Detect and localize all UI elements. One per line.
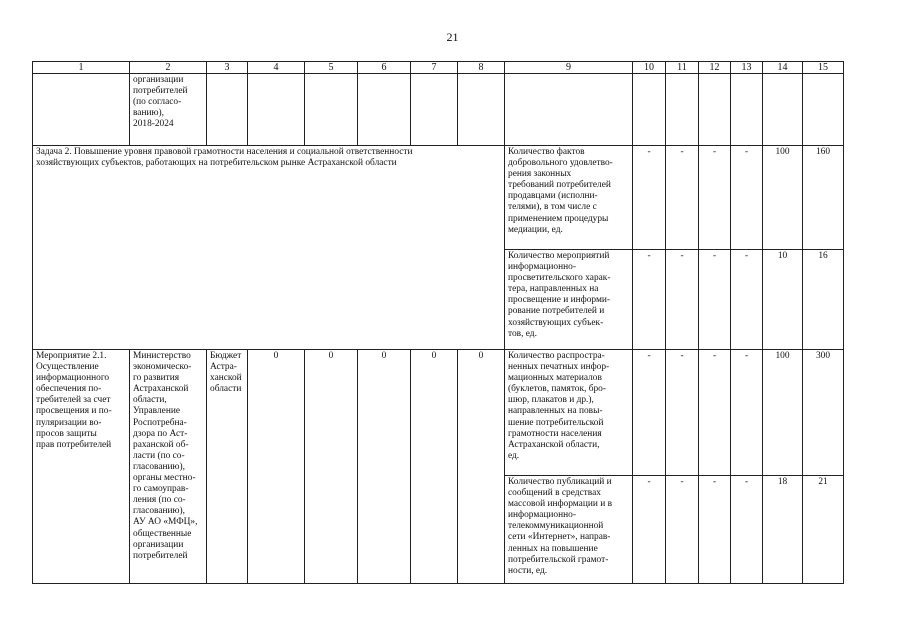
table-cell <box>803 74 844 146</box>
table-cell <box>358 74 411 146</box>
table-cell <box>207 74 248 146</box>
indicator-text: Количество мероприятий информационно- просветительского харак- тера, направленных на просвещение и информи- рование потребителей и хозяйствующих субъек- тов, ед. <box>505 250 633 350</box>
indicator-value: 100 <box>763 146 803 250</box>
table-cell <box>763 74 803 146</box>
indicator-value: - <box>699 250 731 350</box>
table-cell <box>458 74 505 146</box>
indicator-value: 21 <box>803 476 844 584</box>
measure-title: Мероприятие 2.1. Осуществление информационного обеспечения по- требителей за счет просвещения и по- пуляризации во- просов защиты прав потребителей <box>33 350 130 584</box>
task2-title: Задача 2. Повышение уровня правовой грамотности населения и социальной ответственности хозяйствующих субъектов, работающих на потребительском рынке Астраханской области <box>33 146 505 350</box>
header-cell: 4 <box>248 62 305 74</box>
table-cell <box>248 74 305 146</box>
executor-continuation: организации потребителей (по согласо- ванию), 2018-2024 <box>130 74 207 146</box>
indicator-value: 160 <box>803 146 844 250</box>
indicator-value: - <box>731 146 763 250</box>
indicator-value: - <box>666 350 699 476</box>
program-table <box>32 61 844 584</box>
measure-executors: Министерство экономическо- го развития Астраханской области, Управление Роспотребна- дзора по Аст- раханской об- ласти (по со- гласованию), органы местно- го самоуправ- ления (по со- гласованию), АУ АО «МФЦ», общественные организации потребителей <box>130 350 207 584</box>
header-cell: 11 <box>666 62 699 74</box>
header-cell: 12 <box>699 62 731 74</box>
table-cell <box>305 74 358 146</box>
header-cell: 1 <box>33 62 130 74</box>
indicator-value: - <box>699 476 731 584</box>
measure-funding-source: Бюджет Астра- ханской области <box>207 350 248 584</box>
header-cell: 7 <box>411 62 458 74</box>
table-cell <box>699 74 731 146</box>
indicator-value: - <box>666 146 699 250</box>
indicator-value: - <box>633 476 666 584</box>
header-cell: 3 <box>207 62 248 74</box>
indicator-value: - <box>633 250 666 350</box>
indicator-value: - <box>731 476 763 584</box>
indicator-text: Количество распростра- ненных печатных инфор- мационных материалов (буклетов, памяток, бро- шюр, плакатов и др.), направленных на повы- шение потребительской грамотности населения Астраханской области, ед. <box>505 350 633 476</box>
header-cell: 2 <box>130 62 207 74</box>
measure-value: 0 <box>305 350 358 584</box>
indicator-text: Количество публикаций и сообщений в средствах массовой информации и в информационно- телекоммуникационной сети «Интернет», направ- ленных на повышение потребительской грамот- ности, ед. <box>505 476 633 584</box>
table-cell <box>505 74 633 146</box>
table-cell <box>666 74 699 146</box>
indicator-value: 16 <box>803 250 844 350</box>
indicator-value: - <box>666 250 699 350</box>
indicator-value: - <box>666 476 699 584</box>
table-cell <box>731 74 763 146</box>
header-cell: 9 <box>505 62 633 74</box>
table-cell <box>33 74 130 146</box>
continuation-row <box>33 74 844 146</box>
table-cell <box>411 74 458 146</box>
task2-row <box>33 146 844 250</box>
measure-value: 0 <box>248 350 305 584</box>
header-cell: 10 <box>633 62 666 74</box>
indicator-value: - <box>699 350 731 476</box>
header-row <box>33 62 844 74</box>
header-cell: 5 <box>305 62 358 74</box>
indicator-value: 100 <box>763 350 803 476</box>
indicator-value: 300 <box>803 350 844 476</box>
indicator-value: - <box>633 146 666 250</box>
indicator-value: - <box>731 350 763 476</box>
measure-row <box>33 350 844 476</box>
table-cell <box>633 74 666 146</box>
header-cell: 15 <box>803 62 844 74</box>
measure-value: 0 <box>411 350 458 584</box>
page-number: 21 <box>446 30 459 44</box>
header-cell: 8 <box>458 62 505 74</box>
header-cell: 6 <box>358 62 411 74</box>
indicator-value: - <box>731 250 763 350</box>
measure-value: 0 <box>458 350 505 584</box>
indicator-value: 10 <box>763 250 803 350</box>
indicator-value: - <box>633 350 666 476</box>
indicator-value: 18 <box>763 476 803 584</box>
header-cell: 13 <box>731 62 763 74</box>
indicator-value: - <box>699 146 731 250</box>
header-cell: 14 <box>763 62 803 74</box>
indicator-text: Количество фактов добровольного удовлетво- рения законных требований потребителей продавцами (исполни- телями), в том числе с применением процедуры медиации, ед. <box>505 146 633 250</box>
measure-value: 0 <box>358 350 411 584</box>
